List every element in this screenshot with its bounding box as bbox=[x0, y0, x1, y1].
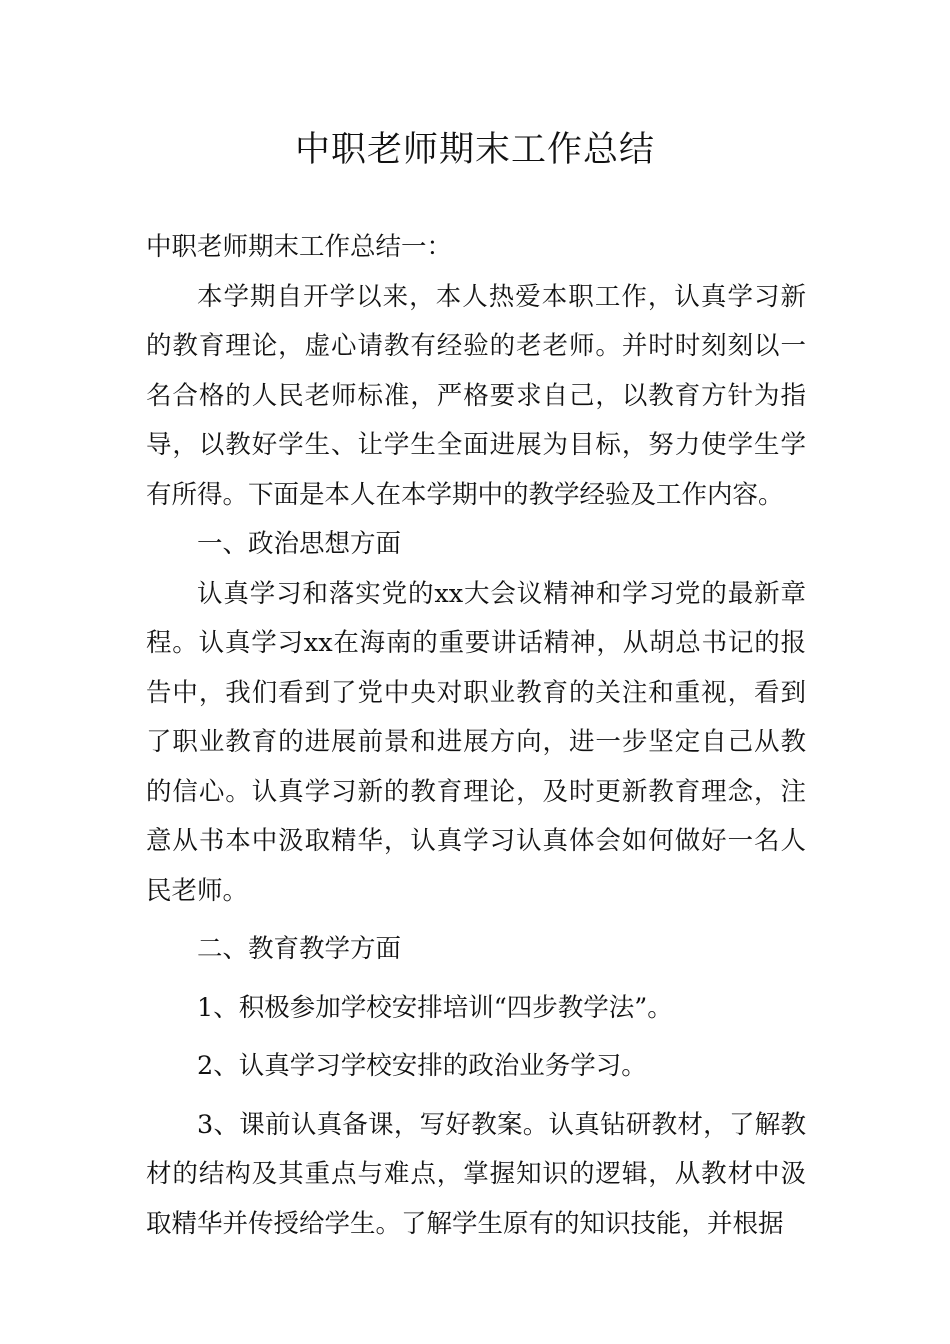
list-item-preparation: 3、课前认真备课，写好教案。认真钻研教材，了解教材的结构及其重点与难点，掌握知识的逻辑，从教材中汲取精华并传授给学生。了解学生原有的知识技能，并根据 bbox=[146, 1109, 806, 1239]
list-item-study: 2、认真学习学校安排的政治业务学习。 bbox=[197, 1051, 647, 1081]
section-title-politics: 一、政治思想方面 bbox=[197, 529, 402, 559]
section-title-teaching: 二、教育教学方面 bbox=[197, 934, 402, 964]
list-item-training: 1、积极参加学校安排培训“四步教学法”。 bbox=[197, 992, 673, 1023]
paragraph-politics: 认真学习和落实党的xx大会议精神和学习党的最新章程。认真学习xx在海南的重要讲话精神，从胡总书记的报告中，我们看到了党中央对职业教育的关注和重视，看到了职业教育的进展前景和进展方向，进一步坚定自己从教的信心。认真学习新的教育理论，及时更新教育理念，注意从书本中汲取精华，认真学习认真体会如何做好一名人民老师。 bbox=[146, 578, 806, 906]
section-heading: 中职老师期末工作总结一： bbox=[146, 232, 453, 262]
document-title: 中职老师期末工作总结 bbox=[294, 130, 655, 170]
paragraph-intro: 本学期自开学以来，本人热爱本职工作，认真学习新的教育理论，虚心请教有经验的老老师。并时时刻刻以一名合格的人民老师标准，严格要求自己，以教育方针为指导，以教好学生、让学生全面进展为目标，努力使学生学有所得。下面是本人在本学期中的教学经验及工作内容。 bbox=[146, 281, 806, 510]
document-body bbox=[146, 223, 806, 1249]
